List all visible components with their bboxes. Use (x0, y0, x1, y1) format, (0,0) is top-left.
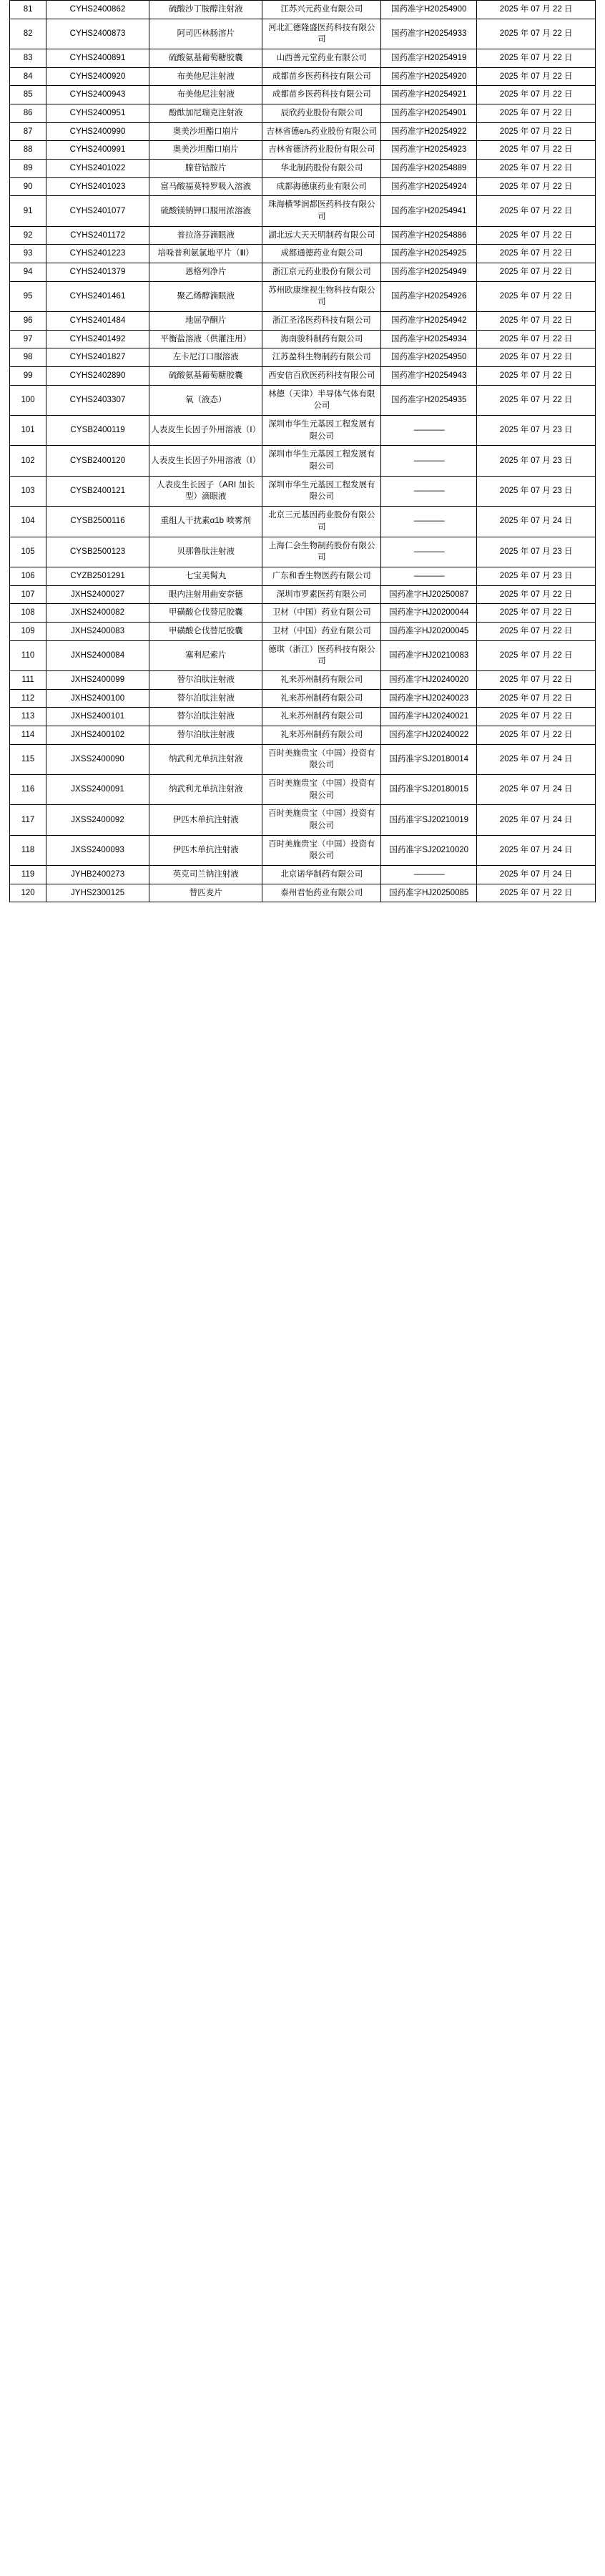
cell-company-name: 林德（天津）半导体气体有限公司 (262, 385, 381, 415)
cell-serial-number: 92 (10, 226, 46, 245)
cell-acceptance-number: CYZB2501291 (46, 567, 149, 585)
cell-approval-number: 国药准字H20254950 (381, 348, 477, 367)
table-row (10, 160, 596, 178)
cell-drug-name: 地屈孕酮片 (149, 312, 262, 331)
cell-serial-number: 116 (10, 774, 46, 804)
cell-serial-number: 104 (10, 507, 46, 537)
table-row (10, 805, 596, 835)
cell-approval-number: 国药准字HJ20250087 (381, 585, 477, 604)
registration-approval-page (0, 0, 605, 902)
cell-company-name: 海南骏科制药有限公司 (262, 330, 381, 348)
cell-acceptance-number: JYHB2400273 (46, 865, 149, 884)
cell-drug-name: 伊匹木单抗注射液 (149, 805, 262, 835)
cell-drug-name: 眼内注射用曲安奈德 (149, 585, 262, 604)
cell-approval-date: 2025 年 07 月 22 日 (477, 585, 596, 604)
cell-serial-number: 86 (10, 104, 46, 123)
cell-acceptance-number: JXHS2400083 (46, 622, 149, 640)
cell-drug-name: 重组人干扰素α1b 喷雾剂 (149, 507, 262, 537)
cell-drug-name: 布美他尼注射液 (149, 67, 262, 86)
cell-acceptance-number: CYSB2500123 (46, 537, 149, 567)
cell-serial-number: 98 (10, 348, 46, 367)
cell-company-name: 深圳市罗素医药有限公司 (262, 585, 381, 604)
table-row (10, 49, 596, 68)
cell-drug-name: 硫酸氨基葡萄糖胶囊 (149, 49, 262, 68)
cell-acceptance-number: CYHS2400920 (46, 67, 149, 86)
cell-drug-name: 恩格列净片 (149, 263, 262, 282)
cell-approval-date: 2025 年 07 月 22 日 (477, 708, 596, 726)
cell-serial-number: 91 (10, 196, 46, 226)
cell-approval-number: 国药准字HJ20210083 (381, 640, 477, 670)
cell-acceptance-number: JYHS2300125 (46, 884, 149, 902)
cell-approval-number: 国药准字H20254886 (381, 226, 477, 245)
cell-serial-number: 85 (10, 86, 46, 104)
cell-approval-date: 2025 年 07 月 22 日 (477, 49, 596, 68)
table-row (10, 122, 596, 141)
cell-acceptance-number: JXSS2400091 (46, 774, 149, 804)
cell-company-name: 成都苗乡医药科技有限公司 (262, 67, 381, 86)
cell-acceptance-number: JXHS2400100 (46, 689, 149, 708)
table-row (10, 312, 596, 331)
cell-approval-date: 2025 年 07 月 22 日 (477, 19, 596, 49)
cell-drug-name: 硫酸氨基葡萄糖胶囊 (149, 367, 262, 386)
cell-serial-number: 112 (10, 689, 46, 708)
cell-acceptance-number: JXHS2400102 (46, 726, 149, 744)
cell-company-name: 百时美施贵宝（中国）投资有限公司 (262, 744, 381, 774)
cell-serial-number: 94 (10, 263, 46, 282)
cell-company-name: 北京诺华制药有限公司 (262, 865, 381, 884)
cell-approval-number: 国药准字H20254901 (381, 104, 477, 123)
cell-approval-date: 2025 年 07 月 22 日 (477, 196, 596, 226)
cell-serial-number: 105 (10, 537, 46, 567)
drug-approval-table (9, 0, 596, 902)
cell-approval-date: 2025 年 07 月 22 日 (477, 245, 596, 263)
cell-acceptance-number: CYHS2401023 (46, 177, 149, 196)
cell-serial-number: 88 (10, 141, 46, 160)
cell-drug-name: 替尔泊肽注射液 (149, 689, 262, 708)
cell-serial-number: 89 (10, 160, 46, 178)
cell-approval-date: 2025 年 07 月 22 日 (477, 367, 596, 386)
cell-approval-date: 2025 年 07 月 22 日 (477, 604, 596, 623)
table-row (10, 281, 596, 311)
cell-approval-date: 2025 年 07 月 22 日 (477, 689, 596, 708)
cell-approval-number: 国药准字H20254949 (381, 263, 477, 282)
cell-approval-number: ———— (381, 446, 477, 476)
table-row (10, 348, 596, 367)
cell-approval-number: 国药准字H20254924 (381, 177, 477, 196)
cell-approval-date: 2025 年 07 月 23 日 (477, 567, 596, 585)
cell-serial-number: 119 (10, 865, 46, 884)
cell-company-name: 上海仁会生物制药股份有限公司 (262, 537, 381, 567)
cell-drug-name: 硫酸沙丁胺醇注射液 (149, 1, 262, 19)
table-row (10, 86, 596, 104)
cell-approval-date: 2025 年 07 月 22 日 (477, 330, 596, 348)
table-row (10, 1, 596, 19)
cell-serial-number: 110 (10, 640, 46, 670)
cell-company-name: 浙江圣洺医药科技有限公司 (262, 312, 381, 331)
cell-approval-number: ———— (381, 416, 477, 446)
cell-company-name: 湖北远大天天明制药有限公司 (262, 226, 381, 245)
cell-approval-number: 国药准字H20254922 (381, 122, 477, 141)
cell-company-name: 北京三元基因药业股份有限公司 (262, 507, 381, 537)
cell-company-name: 河北汇德隆盛医药科技有限公司 (262, 19, 381, 49)
cell-approval-number: 国药准字H20254900 (381, 1, 477, 19)
cell-drug-name: 七宝美髯丸 (149, 567, 262, 585)
cell-approval-number: 国药准字HJ20250085 (381, 884, 477, 902)
cell-drug-name: 富马酸福莫特罗吸入溶液 (149, 177, 262, 196)
cell-acceptance-number: CYSB2500116 (46, 507, 149, 537)
cell-acceptance-number: CYHS2401379 (46, 263, 149, 282)
cell-drug-name: 聚乙烯醇滴眼液 (149, 281, 262, 311)
cell-approval-number: 国药准字H20254943 (381, 367, 477, 386)
table-row (10, 67, 596, 86)
table-row (10, 196, 596, 226)
table-row (10, 330, 596, 348)
cell-company-name: 吉林省德济药业股份有限公司 (262, 141, 381, 160)
cell-approval-number: 国药准字H20254933 (381, 19, 477, 49)
cell-serial-number: 96 (10, 312, 46, 331)
cell-drug-name: 人表皮生长因子外用溶液（Ⅰ） (149, 446, 262, 476)
table-row (10, 744, 596, 774)
cell-drug-name: 甲磺酸仑伐替尼胶囊 (149, 604, 262, 623)
table-row (10, 263, 596, 282)
cell-drug-name: 贝那鲁肽注射液 (149, 537, 262, 567)
cell-drug-name: 氧（液态） (149, 385, 262, 415)
cell-company-name: 浙江京元药业股份有限公司 (262, 263, 381, 282)
cell-approval-number: 国药准字SJ20180014 (381, 744, 477, 774)
cell-approval-number: ———— (381, 476, 477, 506)
cell-approval-date: 2025 年 07 月 22 日 (477, 177, 596, 196)
cell-acceptance-number: CYSB2400120 (46, 446, 149, 476)
table-row (10, 708, 596, 726)
table-row (10, 884, 596, 902)
cell-approval-date: 2025 年 07 月 22 日 (477, 640, 596, 670)
cell-approval-number: ———— (381, 537, 477, 567)
cell-approval-date: 2025 年 07 月 22 日 (477, 1, 596, 19)
cell-approval-number: 国药准字H20254925 (381, 245, 477, 263)
cell-approval-date: 2025 年 07 月 22 日 (477, 385, 596, 415)
table-row (10, 622, 596, 640)
cell-approval-number: 国药准字H20254923 (381, 141, 477, 160)
cell-acceptance-number: JXHS2400101 (46, 708, 149, 726)
table-row (10, 585, 596, 604)
cell-acceptance-number: CYHS2400991 (46, 141, 149, 160)
cell-serial-number: 82 (10, 19, 46, 49)
cell-serial-number: 95 (10, 281, 46, 311)
cell-approval-date: 2025 年 07 月 22 日 (477, 86, 596, 104)
cell-acceptance-number: CYHS2401827 (46, 348, 149, 367)
cell-acceptance-number: CYHS2403307 (46, 385, 149, 415)
cell-acceptance-number: CYHS2400990 (46, 122, 149, 141)
cell-approval-number: 国药准字HJ20240023 (381, 689, 477, 708)
cell-drug-name: 甲磺酸仑伐替尼胶囊 (149, 622, 262, 640)
cell-approval-date: 2025 年 07 月 23 日 (477, 476, 596, 506)
cell-approval-date: 2025 年 07 月 22 日 (477, 67, 596, 86)
table-row (10, 416, 596, 446)
cell-drug-name: 替尔泊肽注射液 (149, 670, 262, 689)
cell-approval-date: 2025 年 07 月 22 日 (477, 348, 596, 367)
cell-approval-date: 2025 年 07 月 22 日 (477, 726, 596, 744)
cell-approval-date: 2025 年 07 月 22 日 (477, 226, 596, 245)
cell-serial-number: 102 (10, 446, 46, 476)
cell-serial-number: 115 (10, 744, 46, 774)
cell-drug-name: 硫酸镁钠钾口服用浓溶液 (149, 196, 262, 226)
cell-drug-name: 培哚普利氨氯地平片（Ⅲ） (149, 245, 262, 263)
cell-acceptance-number: JXSS2400092 (46, 805, 149, 835)
cell-acceptance-number: JXHS2400082 (46, 604, 149, 623)
cell-company-name: 泰州君怡药业有限公司 (262, 884, 381, 902)
cell-drug-name: 普拉洛芬滴眼液 (149, 226, 262, 245)
cell-acceptance-number: CYHS2400951 (46, 104, 149, 123)
cell-approval-number: ———— (381, 567, 477, 585)
table-body (10, 1, 596, 902)
cell-acceptance-number: CYHS2400873 (46, 19, 149, 49)
cell-approval-number: 国药准字H20254921 (381, 86, 477, 104)
cell-acceptance-number: CYHS2401172 (46, 226, 149, 245)
cell-acceptance-number: CYHS2402890 (46, 367, 149, 386)
cell-company-name: 百时美施贵宝（中国）投资有限公司 (262, 774, 381, 804)
cell-serial-number: 120 (10, 884, 46, 902)
table-row (10, 476, 596, 506)
table-row (10, 689, 596, 708)
cell-serial-number: 106 (10, 567, 46, 585)
cell-approval-number: 国药准字H20254935 (381, 385, 477, 415)
cell-company-name: 礼来苏州制药有限公司 (262, 689, 381, 708)
cell-approval-date: 2025 年 07 月 24 日 (477, 507, 596, 537)
cell-approval-number: 国药准字HJ20240022 (381, 726, 477, 744)
cell-company-name: 深圳市华生元基因工程发展有限公司 (262, 416, 381, 446)
cell-serial-number: 100 (10, 385, 46, 415)
cell-company-name: 江苏盈科生物制药有限公司 (262, 348, 381, 367)
cell-company-name: 百时美施贵宝（中国）投资有限公司 (262, 805, 381, 835)
cell-company-name: 深圳市华生元基因工程发展有限公司 (262, 446, 381, 476)
cell-approval-date: 2025 年 07 月 22 日 (477, 122, 596, 141)
cell-drug-name: 酚酞加尼瑞克注射液 (149, 104, 262, 123)
cell-approval-date: 2025 年 07 月 24 日 (477, 744, 596, 774)
table-row (10, 446, 596, 476)
cell-serial-number: 113 (10, 708, 46, 726)
cell-acceptance-number: CYSB2400121 (46, 476, 149, 506)
cell-acceptance-number: CYHS2401223 (46, 245, 149, 263)
table-row (10, 567, 596, 585)
cell-approval-number: 国药准字SJ20180015 (381, 774, 477, 804)
cell-drug-name: 伊匹木单抗注射液 (149, 835, 262, 865)
cell-serial-number: 117 (10, 805, 46, 835)
cell-company-name: 礼来苏州制药有限公司 (262, 708, 381, 726)
cell-serial-number: 103 (10, 476, 46, 506)
cell-approval-date: 2025 年 07 月 22 日 (477, 312, 596, 331)
table-row (10, 226, 596, 245)
cell-approval-date: 2025 年 07 月 24 日 (477, 805, 596, 835)
cell-approval-date: 2025 年 07 月 23 日 (477, 446, 596, 476)
cell-approval-number: 国药准字SJ20210019 (381, 805, 477, 835)
cell-drug-name: 英克司兰钠注射液 (149, 865, 262, 884)
cell-company-name: 卫材（中国）药业有限公司 (262, 622, 381, 640)
table-row (10, 670, 596, 689)
cell-drug-name: 腺苷钴胺片 (149, 160, 262, 178)
cell-company-name: 苏州欧康维视生物科技有限公司 (262, 281, 381, 311)
cell-acceptance-number: CYHS2401492 (46, 330, 149, 348)
cell-company-name: 山西善元堂药业有限公司 (262, 49, 381, 68)
cell-drug-name: 替尔泊肽注射液 (149, 726, 262, 744)
table-row (10, 604, 596, 623)
cell-serial-number: 97 (10, 330, 46, 348)
cell-company-name: 百时美施贵宝（中国）投资有限公司 (262, 835, 381, 865)
cell-approval-number: 国药准字HJ20200044 (381, 604, 477, 623)
cell-serial-number: 118 (10, 835, 46, 865)
cell-drug-name: 塞利尼索片 (149, 640, 262, 670)
table-row (10, 774, 596, 804)
cell-serial-number: 108 (10, 604, 46, 623)
cell-company-name: 珠海横琴润都医药科技有限公司 (262, 196, 381, 226)
cell-approval-number: 国药准字SJ20210020 (381, 835, 477, 865)
table-row (10, 537, 596, 567)
table-row (10, 385, 596, 415)
table-row (10, 640, 596, 670)
table-row (10, 835, 596, 865)
cell-approval-number: 国药准字H20254889 (381, 160, 477, 178)
cell-serial-number: 84 (10, 67, 46, 86)
cell-acceptance-number: CYHS2401461 (46, 281, 149, 311)
table-row (10, 367, 596, 386)
cell-approval-date: 2025 年 07 月 24 日 (477, 835, 596, 865)
cell-company-name: 辰欣药业股份有限公司 (262, 104, 381, 123)
cell-approval-date: 2025 年 07 月 23 日 (477, 537, 596, 567)
cell-serial-number: 109 (10, 622, 46, 640)
cell-drug-name: 平衡盐溶液（供灌注用） (149, 330, 262, 348)
cell-drug-name: 布美他尼注射液 (149, 86, 262, 104)
cell-acceptance-number: JXHS2400099 (46, 670, 149, 689)
cell-drug-name: 替匹麦片 (149, 884, 262, 902)
cell-approval-date: 2025 年 07 月 22 日 (477, 141, 596, 160)
cell-approval-date: 2025 年 07 月 23 日 (477, 416, 596, 446)
cell-approval-number: 国药准字H20254941 (381, 196, 477, 226)
cell-drug-name: 阿司匹林肠溶片 (149, 19, 262, 49)
cell-drug-name: 奥美沙坦酯口崩片 (149, 141, 262, 160)
cell-serial-number: 114 (10, 726, 46, 744)
table-row (10, 104, 596, 123)
cell-drug-name: 纳武利尤单抗注射液 (149, 774, 262, 804)
cell-acceptance-number: JXHS2400084 (46, 640, 149, 670)
cell-company-name: 广东和香生物医药有限公司 (262, 567, 381, 585)
cell-acceptance-number: CYHS2401022 (46, 160, 149, 178)
cell-serial-number: 111 (10, 670, 46, 689)
cell-approval-date: 2025 年 07 月 22 日 (477, 263, 596, 282)
cell-serial-number: 107 (10, 585, 46, 604)
cell-acceptance-number: CYHS2400943 (46, 86, 149, 104)
cell-approval-number: 国药准字HJ20240020 (381, 670, 477, 689)
cell-acceptance-number: CYHS2400891 (46, 49, 149, 68)
cell-serial-number: 101 (10, 416, 46, 446)
cell-serial-number: 83 (10, 49, 46, 68)
cell-approval-number: ———— (381, 507, 477, 537)
cell-approval-number: 国药准字HJ20200045 (381, 622, 477, 640)
cell-acceptance-number: CYHS2400862 (46, 1, 149, 19)
cell-approval-date: 2025 年 07 月 22 日 (477, 670, 596, 689)
table-row (10, 141, 596, 160)
cell-company-name: 吉林省德ељ药业股份有限公司 (262, 122, 381, 141)
cell-serial-number: 90 (10, 177, 46, 196)
cell-drug-name: 人表皮生长因子（ARI 加长型）滴眼液 (149, 476, 262, 506)
cell-approval-number: ———— (381, 865, 477, 884)
cell-company-name: 成都海德康药业有限公司 (262, 177, 381, 196)
cell-acceptance-number: JXSS2400093 (46, 835, 149, 865)
cell-approval-number: 国药准字H20254919 (381, 49, 477, 68)
cell-approval-number: 国药准字H20254942 (381, 312, 477, 331)
cell-company-name: 深圳市华生元基因工程发展有限公司 (262, 476, 381, 506)
cell-company-name: 礼来苏州制药有限公司 (262, 670, 381, 689)
cell-acceptance-number: CYSB2400119 (46, 416, 149, 446)
cell-approval-date: 2025 年 07 月 24 日 (477, 865, 596, 884)
cell-company-name: 西安信百欣医药科技有限公司 (262, 367, 381, 386)
cell-approval-date: 2025 年 07 月 22 日 (477, 104, 596, 123)
table-row (10, 865, 596, 884)
cell-company-name: 德琪（浙江）医药科技有限公司 (262, 640, 381, 670)
cell-serial-number: 99 (10, 367, 46, 386)
cell-approval-date: 2025 年 07 月 22 日 (477, 884, 596, 902)
cell-approval-date: 2025 年 07 月 24 日 (477, 774, 596, 804)
table-row (10, 245, 596, 263)
cell-serial-number: 93 (10, 245, 46, 263)
cell-drug-name: 纳武利尤单抗注射液 (149, 744, 262, 774)
table-row (10, 177, 596, 196)
cell-approval-date: 2025 年 07 月 22 日 (477, 281, 596, 311)
cell-acceptance-number: JXSS2400090 (46, 744, 149, 774)
cell-acceptance-number: CYHS2401484 (46, 312, 149, 331)
cell-approval-number: 国药准字H20254920 (381, 67, 477, 86)
cell-serial-number: 87 (10, 122, 46, 141)
cell-acceptance-number: CYHS2401077 (46, 196, 149, 226)
cell-company-name: 华北制药股份有限公司 (262, 160, 381, 178)
cell-company-name: 江苏兴元药业有限公司 (262, 1, 381, 19)
cell-approval-number: 国药准字H20254934 (381, 330, 477, 348)
cell-drug-name: 奥美沙坦酯口崩片 (149, 122, 262, 141)
cell-serial-number: 81 (10, 1, 46, 19)
cell-drug-name: 替尔泊肽注射液 (149, 708, 262, 726)
cell-approval-date: 2025 年 07 月 22 日 (477, 622, 596, 640)
cell-approval-number: 国药准字H20254926 (381, 281, 477, 311)
cell-approval-number: 国药准字HJ20240021 (381, 708, 477, 726)
cell-drug-name: 人表皮生长因子外用溶液（Ⅰ） (149, 416, 262, 446)
cell-drug-name: 左卡尼汀口服溶液 (149, 348, 262, 367)
cell-acceptance-number: JXHS2400027 (46, 585, 149, 604)
cell-company-name: 卫材（中国）药业有限公司 (262, 604, 381, 623)
cell-company-name: 成都苗乡医药科技有限公司 (262, 86, 381, 104)
table-row (10, 19, 596, 49)
cell-company-name: 礼来苏州制药有限公司 (262, 726, 381, 744)
table-row (10, 507, 596, 537)
table-row (10, 726, 596, 744)
cell-company-name: 成都通德药业有限公司 (262, 245, 381, 263)
cell-approval-date: 2025 年 07 月 22 日 (477, 160, 596, 178)
